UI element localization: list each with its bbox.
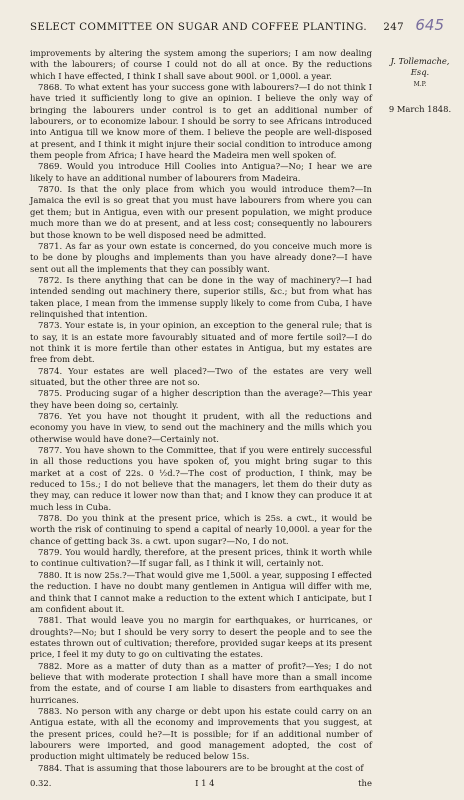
paragraph: 7875. Producing sugar of a higher description than the average?—This year they have been doing so, certainly. [30, 388, 372, 410]
pencil-folio-number: 645 [415, 16, 444, 34]
paragraph: improvements by altering the system among the superiors; I am now dealing with the labourers; of course I could not do all at once. By the reductions which I have effected, I think I shall save about 900l. or 1,000l. a year. [30, 48, 372, 81]
paragraph: 7869. Would you introduce Hill Coolies into Antigua?—No; I hear we are likely to have an additional number of labourers from Madeira. [30, 161, 372, 183]
header-title: SELECT COMMITTEE ON SUGAR AND COFFEE PLANTING. [30, 22, 367, 33]
paragraph: 7884. That is assuming that those labourers are to be brought at the cost of [38, 762, 364, 773]
witness-name: J. Tollemache, Esq. [390, 56, 450, 77]
paragraph: 7880. It is now 25s.?—That would give me 1,500l. a year, supposing I effected the reduction. I have no doubt many gentlemen in Antigua will differ with me, and think that I cannot make a reduction to the extent which I anticipate, but I am confident about it. [30, 569, 372, 614]
paragraph: 7868. To what extent has your success gone with labourers?—I do not think I have tried it sufficiently long to give an opinion. I believe the only way of bringing the labourers under control is to get an additional number of labourers, or to economize labour. I should be sorry to see Africans introduced into Antigua till we know more of them. I believe the people are well-disposed at present, and I think it might injure their social condition to introduce among them people from Africa; I have heard the Madeira men well spoken of. [30, 82, 372, 161]
paragraph: 7872. Is there anything that can be done in the way of machinery?—I had intended sending out machinery there, superior stills, &c.; but from what has taken place, I mean from the immense supply likely to come from Cuba, I have relinquished that intention. [30, 274, 372, 319]
paragraph: 7879. You would hardly, therefore, at the present prices, think it worth while to continue cultivation?—If sugar fall, as I think it will, certainly not. [30, 547, 372, 569]
witness-title: M.P. [413, 81, 427, 88]
paragraph: 7873. Your estate is, in your opinion, an exception to the general rule; that is to say, it is an estate more favourably situated and of more fertile soil?—I do not think it is more fertile than other estates in Antigua, but my estates are free from debt. [30, 320, 372, 365]
sheet-number: 0.32. [30, 778, 52, 788]
body-text [30, 48, 372, 774]
paragraph: 7881. That would leave you no margin for earthquakes, or hurricanes, or droughts?—No; but I should be very sorry to desert the people and to see the estates thrown out of cultivation; therefore, provided sugar keeps at its present price, I feel it my duty to go on cultivating the estates. [30, 615, 372, 660]
margin-note [380, 56, 460, 115]
page-footer [30, 778, 372, 788]
paragraph: 7877. You have shown to the Committee, that if you were entirely successful in all those reductions you have spoken of, you might bring sugar to this market at a cost of 22s. 0 ½d.?—The cost of production, I think, may be reduced to 15s.; I do not believe that the managers, let them do their duty as they may, can reduce it lower now than that; and I know they can produce it at much less in Cuba. [30, 445, 372, 512]
paragraph: 7878. Do you think at the present price, which is 25s. a cwt., it would be worth the risk of continuing to spend a capital of nearly 10,000l. a year for the chance of getting back 3s. a cwt. upon sugar?—No, I do not. [30, 513, 372, 546]
running-header [30, 22, 404, 33]
paragraph: 7883. No person with any charge or debt upon his estate could carry on an Antigua estate, with all the economy and improvements that you suggest, at the present prices, could he?—It is possible; for if an additional number of labourers were imported, and good management adopted, the cost of production might ultimately be reduced below 15s. [30, 705, 372, 762]
paragraph: 7876. Yet you have not thought it prudent, with all the reductions and economy you have in view, to send out the machinery and the mills which you otherwise would have done?—Certainly not. [30, 411, 372, 444]
header-page-number: 247 [383, 22, 404, 33]
paragraph: 7882. More as a matter of duty than as a matter of profit?—Yes; I do not believe that with moderate protection I shall have more than a small income from the estate, and of course I am liable to disasters from earthquakes and hurricanes. [30, 660, 372, 705]
catchword: the [358, 778, 372, 788]
hearing-date: 9 March 1848. [388, 104, 452, 114]
paragraph: 7871. As far as your own estate is concerned, do you conceive much more is to be done by ploughs and implements than you have already done?—I have sent out all the implements that they can possibly want. [30, 240, 372, 274]
signature-mark: I 1 4 [195, 778, 215, 788]
paragraph: 7870. Is that the only place from which you would introduce them?—In Jamaica the evil is so great that you must have labourers from where you can get them; but in Antigua, even with our present population, we might produce much more than we do at present, and at less cost; consequently no labourers but those known to be well disposed need be admitted. [30, 184, 372, 240]
paragraph: 7874. Your estates are well placed?—Two of the estates are very well situated, but the other three are not so. [30, 365, 372, 387]
